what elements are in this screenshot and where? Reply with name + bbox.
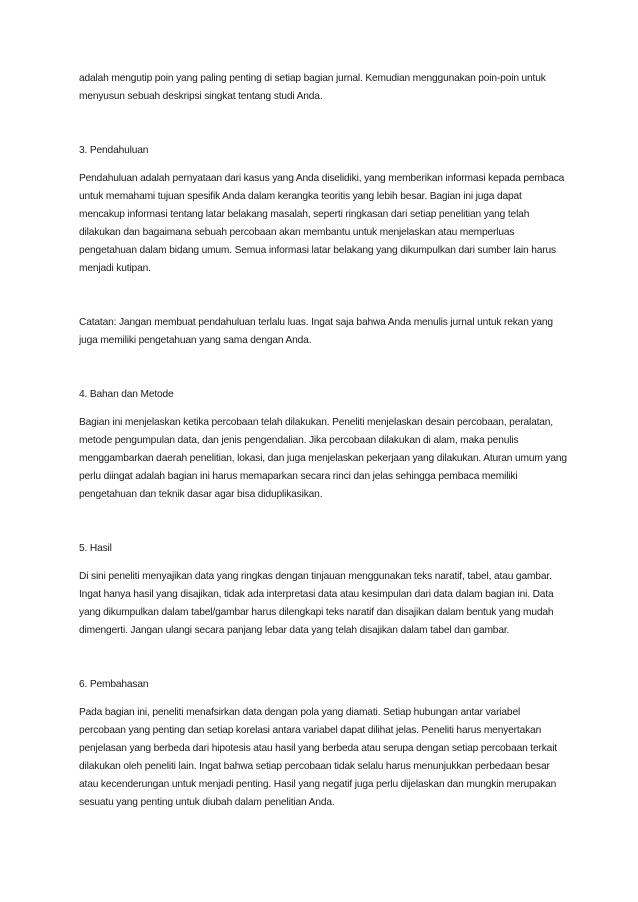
spacer	[79, 106, 569, 142]
section-heading-pendahuluan: 3. Pendahuluan	[79, 145, 149, 156]
section-paragraph: Di sini peneliti menyajikan data yang ringkas dengan tinjauan menggunakan teks naratif, tabel, atau gambar. Ingat hanya hasil yang disajikan, tidak ada interpretasi data atau kesimpulan dari data dalam bagian ini. Data yang dikumpulkan dalam tabel/gambar harus dilengkapi teks naratif dan disajikan dalam bentuk yang mudah dimengerti. Jangan ulangi secara panjang lebar data yang telah disajikan dalam tabel dan gambar.	[79, 571, 554, 636]
spacer	[79, 694, 569, 704]
spacer	[79, 404, 569, 414]
section-paragraph: Pendahuluan adalah pernyataan dari kasus yang Anda diselidiki, yang memberikan informasi kepada pembaca untuk memahami tujuan spesifik Anda dalam kerangka teoritis yang lebih besar. Bagian ini juga dapat mencakup informasi tentang latar belakang masalah, seperti ringkasan dari setiap penelitian yang telah dilakukan dan bagaimana sebuah percobaan akan membantu untuk menjelaskan atau memperluas pengetahuan dalam bidang umum. Semua informasi latar belakang yang dikumpulkan dari sumber lain harus menjadi kutipan.	[79, 173, 565, 274]
spacer	[79, 558, 569, 568]
section-heading-pembahasan: 6. Pembahasan	[79, 679, 149, 690]
note-paragraph: Catatan: Jangan membuat pendahuluan terlalu luas. Ingat saja bahwa Anda menulis jurnal untuk rekan yang juga memiliki pengetahuan yang sama dengan Anda.	[79, 317, 553, 346]
spacer	[79, 504, 569, 540]
spacer	[79, 350, 569, 386]
spacer	[79, 160, 569, 170]
section-heading-hasil: 5. Hasil	[79, 543, 112, 554]
section-paragraph: Pada bagian ini, peneliti menafsirkan data dengan pola yang diamati. Setiap hubungan antar variabel percobaan yang penting dan setiap korelasi antara variabel dapat dilihat jelas. Peneliti harus menyertakan penjelasan yang berbeda dari hipotesis atau hasil yang berbeda atau serupa dengan setiap percobaan terkait dilakukan oleh peneliti lain. Ingat bahwa setiap percobaan tidak selalu harus menunjukkan perbedaan besar atau kecenderungan untuk menjadi penting. Hasil yang negatif juga perlu dijelaskan dan mungkin merupakan sesuatu yang penting untuk diubah dalam penelitian Anda.	[79, 707, 557, 808]
document-body	[79, 70, 569, 812]
section-paragraph: Bagian ini menjelaskan ketika percobaan telah dilakukan. Peneliti menjelaskan desain percobaan, peralatan, metode pengumpulan data, dan jenis pengendalian. Jika percobaan dilakukan di alam, maka penulis menggambarkan daerah penelitian, lokasi, dan juga menjelaskan pekerjaan yang dilakukan. Aturan umum yang perlu diingat adalah bagian ini harus memaparkan secara rinci dan jelas sehingga pembaca memiliki pengetahuan dan teknik dasar agar bisa diduplikasikan.	[79, 417, 567, 500]
section-heading-bahan-dan-metode: 4. Bahan dan Metode	[79, 389, 174, 400]
spacer	[79, 278, 569, 314]
spacer	[79, 640, 569, 676]
intro-paragraph: adalah mengutip poin yang paling penting di setiap bagian jurnal. Kemudian menggunakan poin-poin untuk menyusun sebuah deskripsi singkat tentang studi Anda.	[79, 73, 546, 102]
